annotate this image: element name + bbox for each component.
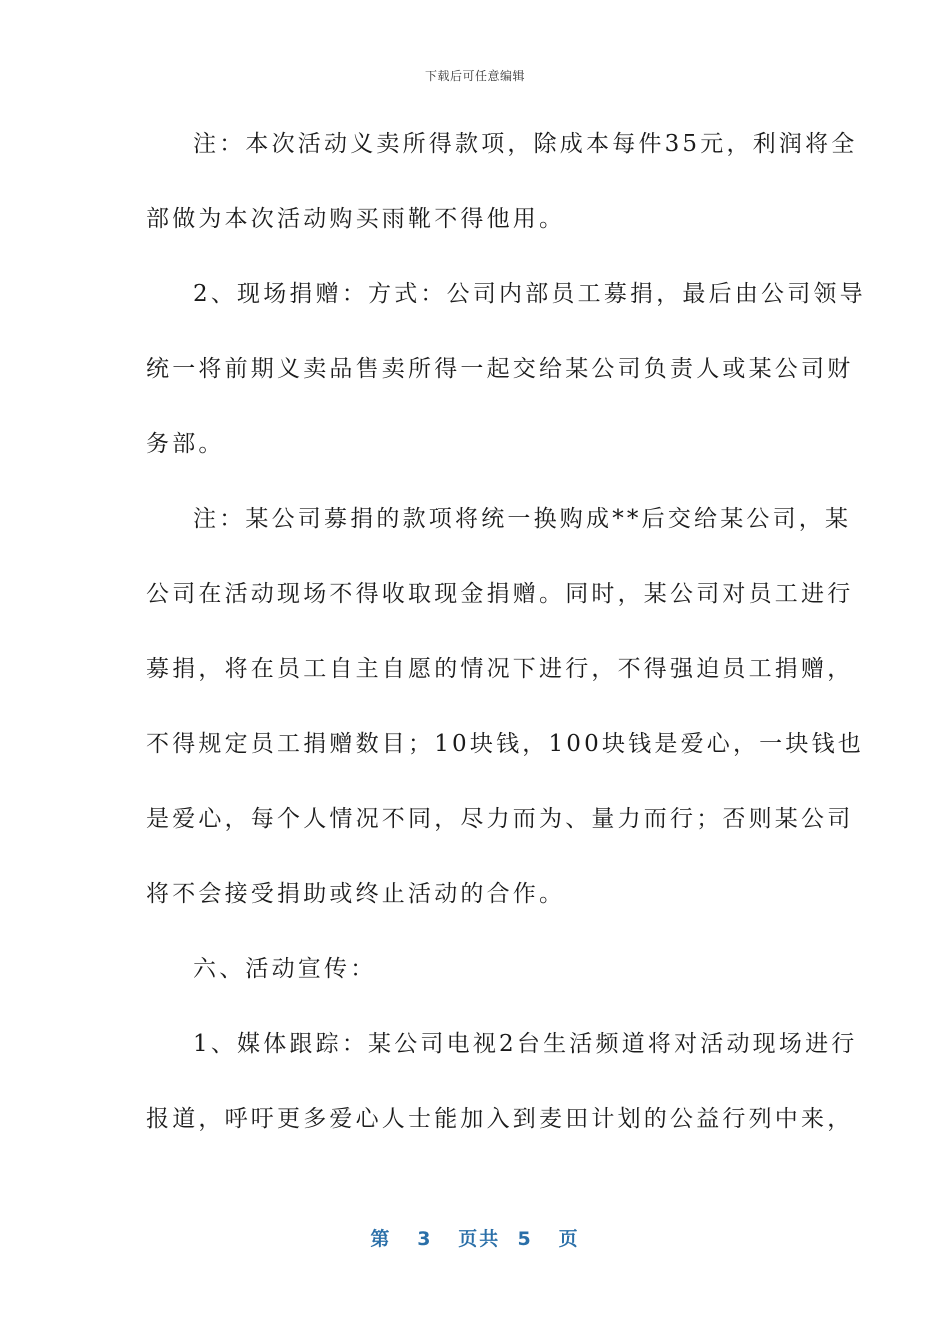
paragraph-line: 报道，呼吁更多爱心人士能加入到麦田计划的公益行列中来， (146, 1106, 854, 1132)
section-heading: 六、活动宣传： (193, 956, 377, 982)
footer-total-pages: 5 (517, 1228, 533, 1250)
paragraph-line: 不得规定员工捐赠数目；10块钱，100块钱是爱心，一块钱也 (146, 731, 864, 757)
paragraph-line: 统一将前期义卖品售卖所得一起交给某公司负责人或某公司财 (146, 356, 854, 382)
footer-middle: 页共 (458, 1228, 501, 1250)
paragraph-line: 是爱心，每个人情况不同，尽力而为、量力而行；否则某公司 (146, 806, 854, 832)
paragraph-line: 务部。 (146, 431, 225, 457)
paragraph-line: 2、现场捐赠：方式：公司内部员工募捐，最后由公司领导 (193, 281, 866, 307)
document-body (146, 124, 866, 1174)
paragraph-line: 1、媒体跟踪：某公司电视2台生活频道将对活动现场进行 (193, 1031, 858, 1057)
paragraph-line: 募捐，将在员工自主自愿的情况下进行，不得强迫员工捐赠， (146, 656, 854, 682)
footer-suffix: 页 (558, 1228, 580, 1250)
paragraph-line: 公司在活动现场不得收取现金捐赠。同时，某公司对员工进行 (146, 581, 854, 607)
footer-prefix: 第 (370, 1228, 392, 1250)
page-footer (0, 1224, 950, 1251)
paragraph-line: 将不会接受捐助或终止活动的合作。 (146, 881, 566, 907)
paragraph-line: 注：本次活动义卖所得款项，除成本每件35元，利润将全 (193, 131, 858, 157)
paragraph-line: 注：某公司募捐的款项将统一换购成**后交给某公司，某 (193, 506, 852, 532)
header-note: 下载后可任意编辑 (424, 69, 525, 83)
footer-current-page: 3 (417, 1228, 433, 1250)
paragraph-line: 部做为本次活动购买雨靴不得他用。 (146, 206, 566, 232)
